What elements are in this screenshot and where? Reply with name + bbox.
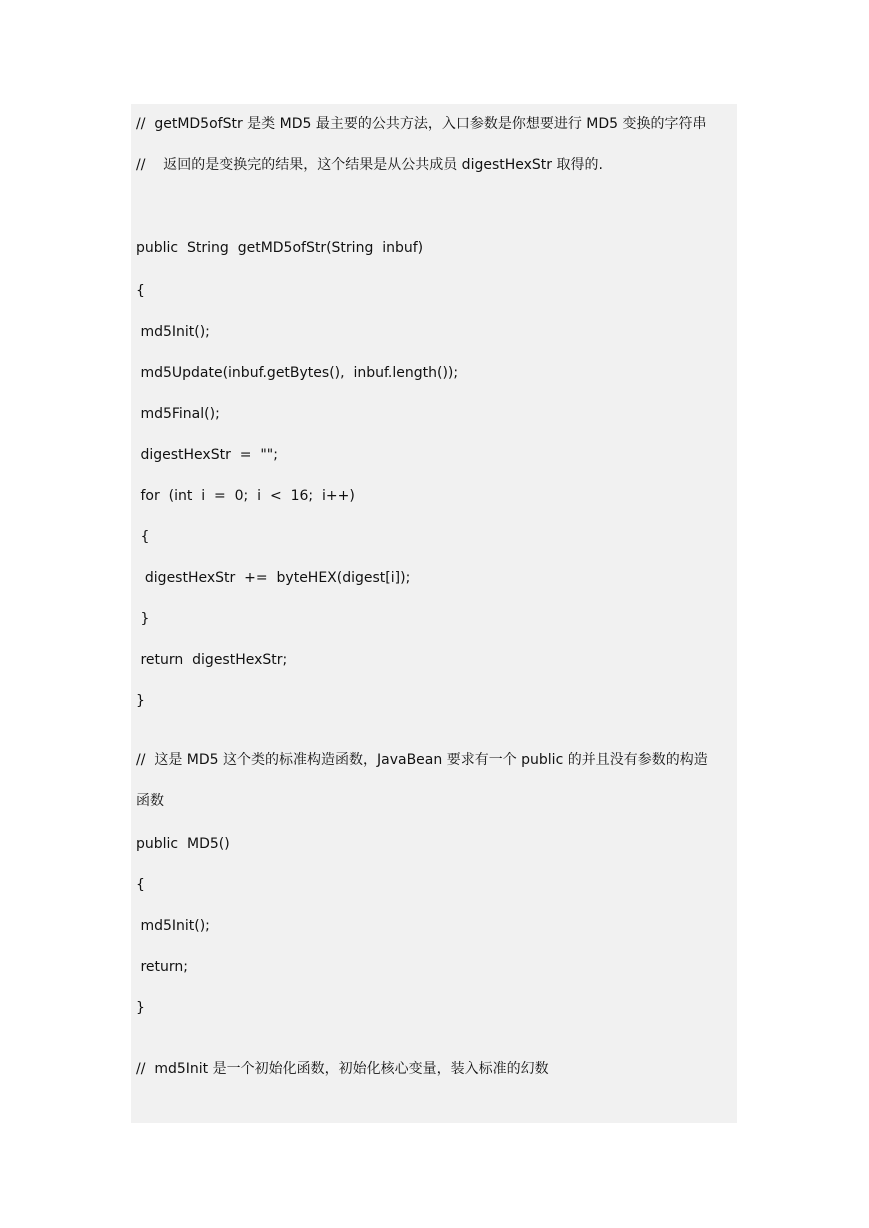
code-line: for (int i = 0; i < 16; i++) [136, 488, 355, 504]
code-line: md5Init(); [136, 324, 210, 340]
code-line: } [136, 611, 150, 627]
comment-line: // getMD5ofStr 是类 MD5 最主要的公共方法，入口参数是你想要进行 MD5 变换的字符串 [136, 116, 707, 132]
code-line: md5Init(); [136, 918, 210, 934]
code-line: digestHexStr += byteHEX(digest[i]); [136, 570, 411, 586]
code-line: { [136, 283, 145, 299]
code-line: md5Update(inbuf.getBytes(), inbuf.length()); [136, 365, 459, 381]
code-line: } [136, 693, 145, 709]
code-line: digestHexStr = ""; [136, 447, 278, 463]
code-line: public String getMD5ofStr(String inbuf) [136, 240, 424, 256]
code-line: return; [136, 959, 188, 975]
code-line: public MD5() [136, 836, 230, 852]
comment-line: // 这是 MD5 这个类的标准构造函数，JavaBean 要求有一个 public 的并且没有参数的构造 [136, 752, 708, 768]
comment-line: // 返回的是变换完的结果，这个结果是从公共成员 digestHexStr 取得的. [136, 157, 603, 173]
code-line: return digestHexStr; [136, 652, 288, 668]
code-line: md5Final(); [136, 406, 220, 422]
code-line: } [136, 1000, 145, 1016]
comment-line: // md5Init 是一个初始化函数，初始化核心变量，装入标准的幻数 [136, 1061, 549, 1077]
code-line: { [136, 877, 145, 893]
comment-line: 函数 [136, 793, 164, 809]
code-line: { [136, 529, 150, 545]
